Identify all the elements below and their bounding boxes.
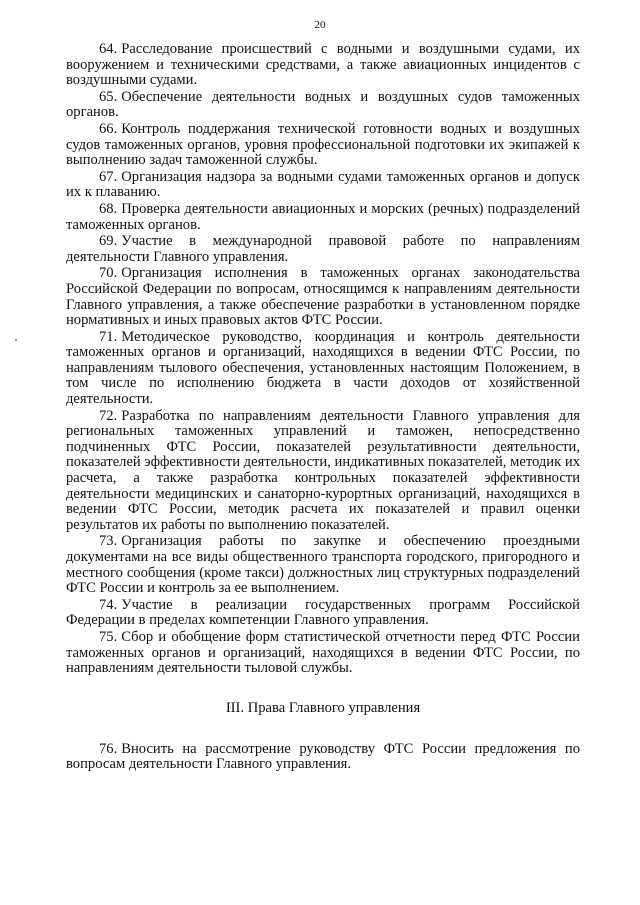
paragraph-item — [66, 42, 580, 89]
paragraph-list-section-3 — [66, 742, 580, 773]
paragraph-number: 72. — [99, 407, 118, 424]
paragraph-item — [66, 742, 580, 773]
paragraph-text: Вносить на рассмотрение руководству ФТС России предложения по вопросам деятельности Главного управления. — [66, 740, 580, 773]
paragraph-text: Обеспечение деятельности водных и воздушных судов таможенных органов. — [66, 88, 580, 121]
paragraph-item — [66, 630, 580, 677]
section-heading: III. Права Главного управления — [225, 699, 421, 716]
paragraph-text: Участие в международной правовой работе по направлениям деятельности Главного управления. — [66, 233, 580, 265]
paragraph-item — [66, 330, 580, 408]
paragraph-item — [66, 170, 580, 201]
paragraph-text: Проверка деятельности авиационных и морских (речных) подразделений таможенных органов. — [66, 200, 580, 233]
paragraph-item — [66, 90, 580, 121]
paragraph-number: 75. — [99, 628, 118, 645]
paragraph-text: Организация исполнения в таможенных органах законодательства Российской Федерации по вопросам, относящимся к направлениям деятельности Главного управления, а также обеспечение разработки в установленном порядке нормативных и иных правовых актов ФТС России. — [66, 265, 580, 329]
paragraph-text: Расследование происшествий с водными и воздушными судами, их вооружением и техническими средствами, а также авиационных инцидентов с воздушными судами. — [66, 41, 580, 89]
paragraph-text: Разработка по направлениям деятельности Главного управления для региональных таможенных управлений и таможен, непосредственно подчиненных ФТС России, показателей результативности деятельности, показателей эффективности деятельности, индикативных показателей, методик их расчета, а также разработка контрольных показателей эффективности деятельности медицинских и санаторно-курортных организаций, находящихся в ведении ФТС России, методик расчета их показателей и правил оценки результатов их работы по выполнению показателей. — [66, 407, 580, 533]
paragraph-text: Сбор и обобщение форм статистической отчетности перед ФТС России таможенных органов и организаций, находящихся в ведении ФТС России, по направлениям деятельности тыловой службы. — [66, 628, 580, 677]
paragraph-item — [66, 534, 580, 596]
paragraph-number: 76. — [99, 740, 118, 757]
paragraph-text: Участие в реализации государственных программ Российской Федерации в пределах компетенции Главного управления. — [66, 596, 580, 629]
paragraph-item — [66, 202, 580, 233]
paragraph-number: 64. — [99, 41, 118, 57]
paragraph-number: 74. — [99, 596, 118, 613]
paragraph-text: Организация надзора за водными судами таможенных органов и допуск их к плаванию. — [66, 168, 580, 201]
paragraph-item — [66, 266, 580, 328]
paragraph-item — [66, 122, 580, 169]
paragraph-number: 66. — [99, 120, 118, 137]
paragraph-list — [66, 42, 580, 677]
paragraph-text: Методическое руководство, координация и контроль деятельности таможенных органов и организаций, находящихся в ведении ФТС России, по направлениям тылового обеспечения, установленных настоящим Положением, в том числе по исполнению бюджета в части доходов от хозяйственной деятельности. — [66, 328, 580, 408]
page-number: 20 — [314, 19, 326, 31]
paragraph-number: 73. — [99, 533, 118, 550]
paragraph-text: Организация работы по закупке и обеспечению проездными документами на все виды общественного транспорта городского, пригородного и местного сообщения (кроме такси) должностных лиц структурных подразделений ФТС России и контроль за ее выполнением. — [66, 533, 580, 597]
paragraph-number: 65. — [99, 88, 118, 105]
paragraph-number: 71. — [99, 328, 118, 345]
paragraph-item — [66, 409, 580, 534]
paragraph-number: 68. — [99, 200, 118, 217]
paragraph-number: 67. — [99, 168, 118, 185]
paragraph-number: 69. — [99, 233, 118, 250]
paragraph-item — [66, 598, 580, 629]
paragraph-number: 70. — [99, 265, 118, 282]
paragraph-text: Контроль поддержания технической готовности водных и воздушных судов таможенных органов, уровня профессиональной подготовки их экипажей к выполнению задач таможенной службы. — [66, 120, 580, 169]
margin-mark — [15, 339, 17, 341]
document-body — [66, 42, 580, 774]
paragraph-item — [66, 234, 580, 265]
